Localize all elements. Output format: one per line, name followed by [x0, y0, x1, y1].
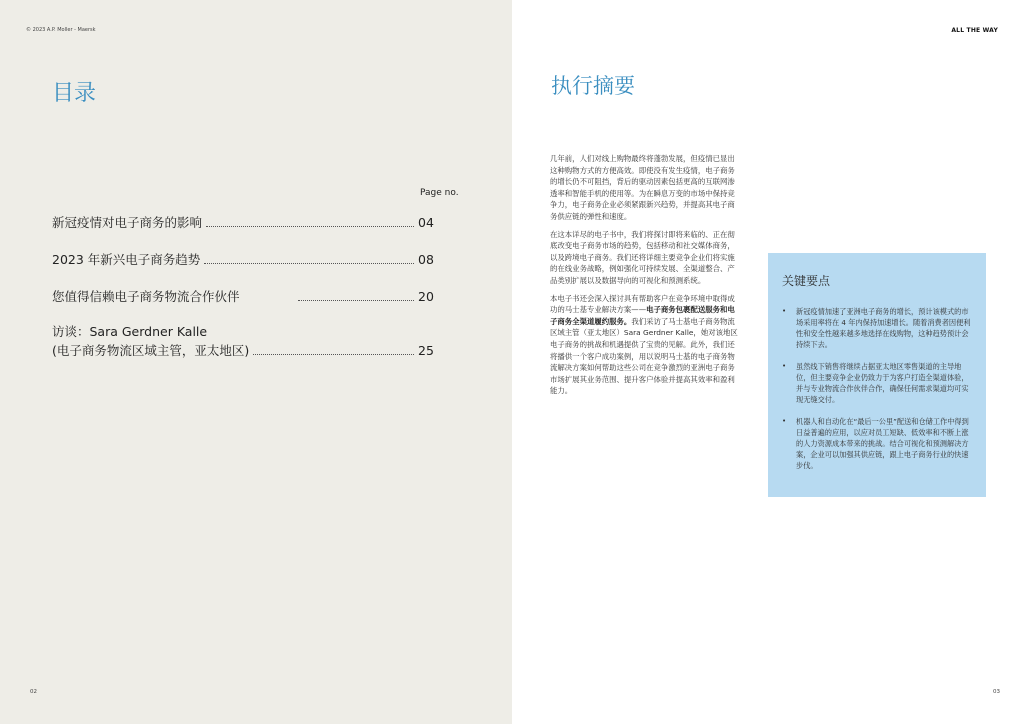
right-page [512, 0, 1024, 724]
paragraph-text: 本电子书还会深入探讨具有帮助客户在竞争环境中取得成功的马士基专业解决方案—— [550, 293, 735, 315]
toc-entry-title: 您值得信赖电子商务物流合作伙伴 [52, 289, 240, 304]
paragraph [550, 293, 740, 397]
toc-entry-page: 20 [418, 289, 434, 304]
toc-entry-title: 访谈：Sara Gerdner Kalle [52, 324, 208, 339]
toc-entry[interactable] [52, 250, 438, 269]
toc-entry[interactable] [52, 287, 438, 306]
paragraph: 几年前，人们对线上购物最终将蓬勃发展，但疫情已显出这种购物方式的方便高效。即使没有发生疫情，电子商务的增长仍不可阻挡，背后的驱动因素包括更高的互联网渗透率和智能手机的使用等。为在瞬息万变的市场中保持竞争力，电子商务企业必须紧跟新兴趋势，并提高其电子商务供应链的弹性和速度。 [550, 154, 735, 221]
paragraph-emphasis: 电子商务包裹配送服务和电子商务全渠道履约服务。 [550, 305, 735, 326]
toc-entry-page: 25 [418, 343, 434, 358]
toc-entry-subtitle: (电子商务物流区域主管，亚太地区) [52, 343, 250, 358]
toc-title: 目录 [52, 81, 97, 106]
paragraph-text: 我们采访了马士基电子商务物流区域主管（亚太地区）Sara Gerdner Kalle，她对该地区电子商务的挑战和机遇提供了宝贵的见解。此外，我们还将播供一个客户成功案例，用以说明马士基的电子商务物流解决方案如何帮助这些公司在竞争激烈的亚洲电子商务市场扩展其业务范围、提升客户体验并提高其效率和盈利能力。 [550, 316, 738, 396]
key-points-box [768, 253, 986, 497]
key-point-text: 虽然线下销售将继续占据亚太地区零售渠道的主导地位，但主要竞争企业仍致力于为客户打造全渠道体验，并与专业物流合作伙伴合作，确保任何需求渠道均可实现无缝交付。 [796, 362, 969, 404]
toc-entry[interactable] [52, 213, 438, 232]
page-number: 03 [993, 689, 1000, 695]
key-point [782, 306, 974, 350]
bullet-icon: • [782, 417, 787, 425]
key-point-text: 机器人和自动化在“最后一公里”配送和仓储工作中得到日益普遍的应用，以应对员工短缺、低效率和不断上涨的人力资源成本带来的挑战。结合可视化和预测解决方案，企业可以加强其供应链，跟上电子商务行业的快速步伐。 [796, 417, 969, 470]
page-no-label: Page no. [420, 188, 459, 198]
toc-entry-title: 新冠疫情对电子商务的影响 [52, 215, 203, 230]
key-point [782, 416, 974, 471]
section-title: 执行摘要 [551, 74, 635, 98]
key-points-title: 关键要点 [782, 274, 831, 288]
paragraph: 在这本详尽的电子书中，我们将探讨即将来临的、正在彻底改变电子商务市场的趋势，包括移动和社交媒体商务，以及跨境电子商务。我们还将详细主要竞争企业们将实施的在线业务战略，例如强化可持续发展、全渠道整合、产品类别扩展以及数据导向的可视化和预测系统。 [550, 229, 735, 285]
toc-leader [204, 263, 414, 264]
toc-leader [298, 300, 414, 301]
toc-leader [206, 226, 414, 227]
page-number: 02 [30, 689, 37, 695]
body-text [550, 153, 740, 403]
brand-tagline: ALL THE WAY [951, 27, 998, 34]
key-points-list [782, 306, 974, 482]
toc-entry-page: 04 [418, 215, 434, 230]
toc-leader [253, 354, 414, 355]
key-point [782, 361, 974, 405]
key-point-text: 新冠疫情加速了亚洲电子商务的增长，预计该模式的市场采用率将在 4 年内保持加速增长。随着消费者因便利性和安全性越来越多地选择在线购物，这种趋势预计会持续下去。 [796, 307, 971, 349]
toc-entry-page: 08 [418, 252, 434, 267]
copyright-text: © 2023 A.P. Moller - Maersk [26, 27, 96, 33]
bullet-icon: • [782, 362, 787, 370]
toc-entry[interactable] [52, 322, 438, 360]
toc-entry-title: 2023 年新兴电子商务趋势 [52, 252, 201, 267]
bullet-icon: • [782, 307, 787, 315]
